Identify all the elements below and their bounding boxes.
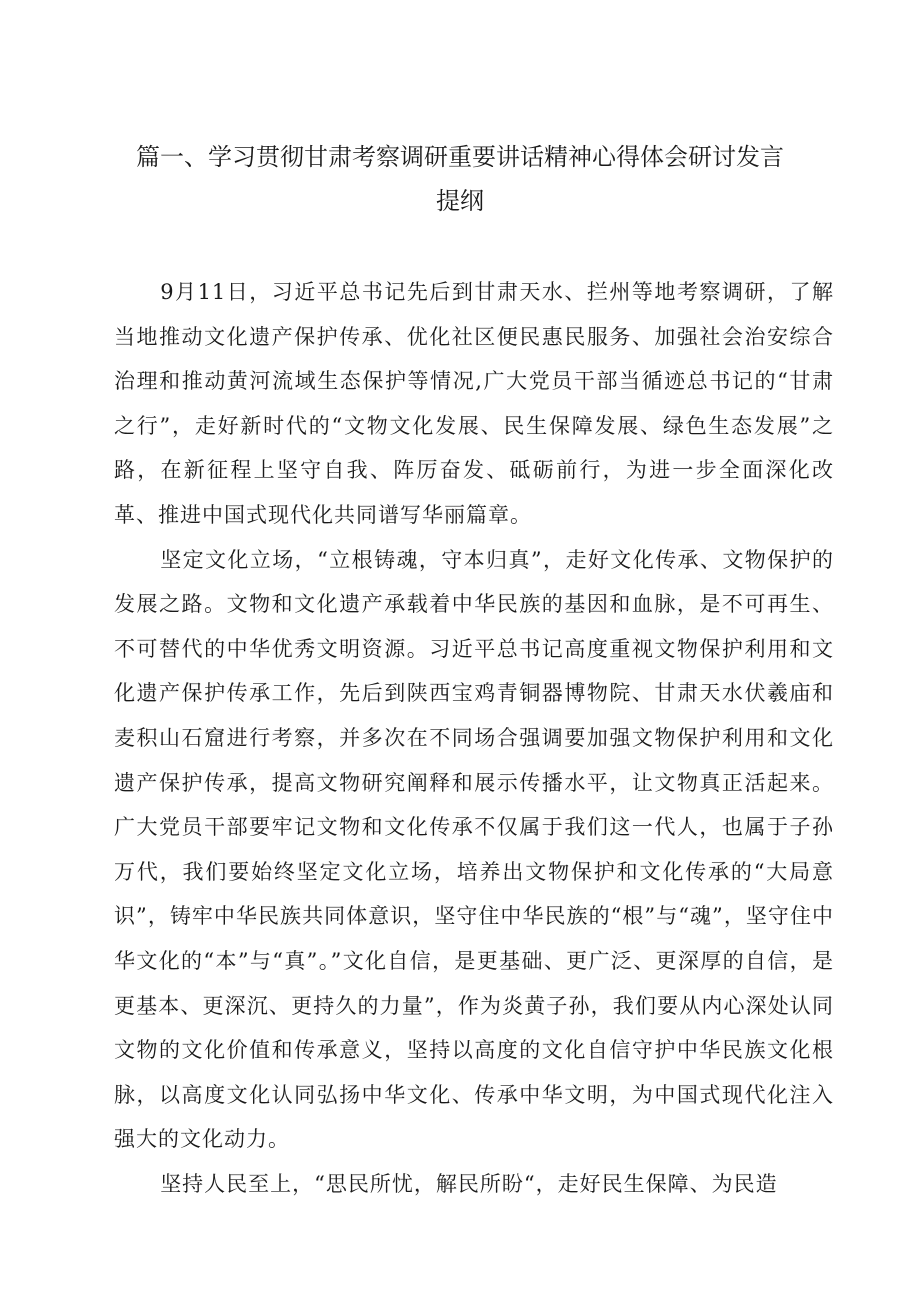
body-paragraph-1: 9月11日，习近平总书记先后到甘肃天水、拦州等地考察调研，了解当地推动文化遗产保护传承、优化社区便民惠民服务、加强社会治安综合治理和推动黄河流域生态保护等情况,广大党员干部当循迹总书记的“甘肃之行”，走好新时代的“文物文化发展、民生保障发展、绿色生态发展”之路，在新征程上坚守自我、阵厉奋发、砥砺前行，为进一步全面深化改革、推进中国式现代化共同谱写华丽篇章。: [114, 280, 834, 527]
body-paragraph-2: 坚定文化立场，“立根铸魂，守本归真”，走好文化传承、文物保护的发展之路。文物和文化遗产承载着中华民族的基因和血脉，是不可再生、不可替代的中华优秀文明资源。习近平总书记高度重视文物保护利用和文化遗产保护传承工作，先后到陕西宝鸡青铜器博物院、甘肃天水伏羲庙和麦积山石窟进行考察，并多次在不同场合强调要加强文物保护利用和文化遗产保护传承，提高文物研究阐释和展示传播水平，让文物真正活起来。广大党员干部要牢记文物和文化传承不仅属于我们这一代人，也属于子孙万代，我们要始终坚定文化立场，培养出文物保护和文化传承的“大局意识”，铸牢中华民族共同体意识，坚守住中华民族的“根”与“魂”，坚守住中华文化的“本”与“真”。”文化自信，是更基础、更广泛、更深厚的自信，是更基本、更深沉、更持久的力量”，作为炎黄子孙，我们要从内心深处认同文物的文化价值和传承意义，坚持以高度的文化自信守护中华民族文化根脉，以高度文化认同弘扬中华文化、传承中华文明，为中国式现代化注入强大的文化动力。: [114, 547, 834, 1152]
document-body: [114, 270, 834, 1206]
body-paragraph-3: 坚持人民至上，“思民所忧，解民所盼“，走好民生保障、为民造: [160, 1171, 778, 1196]
document-title-line-2: 提纲: [436, 187, 484, 215]
document-title-line-1: 篇一、学习贯彻甘肃考察调研重要讲话精神心得体会研讨发言: [136, 143, 784, 171]
